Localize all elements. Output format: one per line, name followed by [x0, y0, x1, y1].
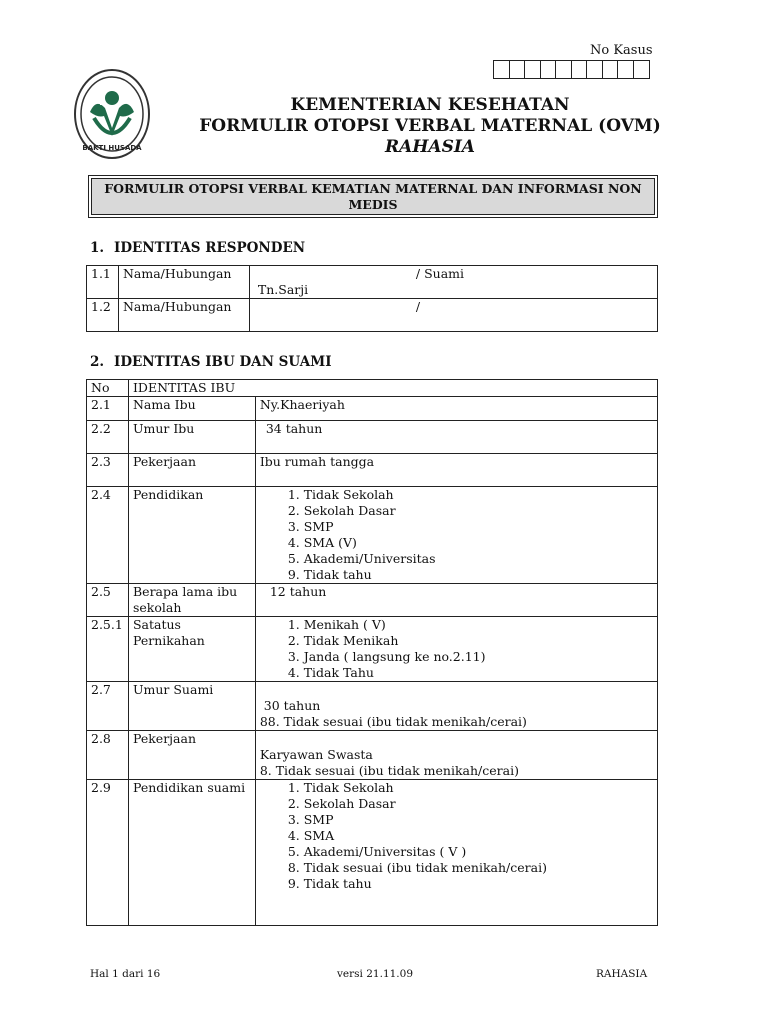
option-item[interactable]: 9. Tidak tahu — [287, 567, 372, 582]
bakti-husada-logo — [72, 68, 152, 160]
table-row — [87, 584, 658, 617]
table-header-row — [87, 380, 658, 397]
ministry-heading: KEMENTERIAN KESEHATAN — [290, 95, 570, 115]
table-row — [87, 780, 658, 926]
row-number: 2.5 — [87, 584, 129, 617]
kasus-digit-box[interactable] — [541, 61, 557, 78]
option-item[interactable]: 2. Sekolah Dasar — [287, 796, 396, 811]
row-number: 2.2 — [87, 421, 129, 454]
version-label: versi 21.11.09 — [337, 968, 414, 980]
section-2-heading: 2. IDENTITAS IBU DAN SUAMI — [90, 354, 332, 370]
option-item[interactable]: 2. Sekolah Dasar — [287, 503, 396, 518]
option-item[interactable]: 5. Akademi/Universitas — [287, 551, 436, 566]
confidential-footer: RAHASIA — [596, 968, 648, 980]
table-row — [87, 682, 658, 731]
row-number: 2.3 — [87, 454, 129, 487]
row-label: Pekerjaan — [128, 731, 255, 780]
row-label: Satatus Pernikahan — [128, 617, 255, 682]
svg-text:BAKTI HUSADA: BAKTI HUSADA — [82, 144, 142, 152]
row-number: 2.5.1 — [87, 617, 129, 682]
option-item[interactable]: 9. Tidak tahu — [287, 876, 372, 891]
kasus-digit-box[interactable] — [494, 61, 510, 78]
row-label: Umur Ibu — [128, 421, 255, 454]
row-number: 2.7 — [87, 682, 129, 731]
option-item[interactable]: 1. Menikah ( V) — [287, 617, 386, 632]
row-label: Nama Ibu — [128, 397, 255, 421]
form-title-line2: MEDIS — [348, 197, 398, 212]
no-kasus-input-boxes[interactable] — [493, 60, 650, 79]
kasus-digit-box[interactable] — [556, 61, 572, 78]
page-number: Hal 1 dari 16 — [90, 968, 161, 980]
marital-status-options[interactable] — [255, 617, 657, 682]
table-row — [87, 617, 658, 682]
kasus-digit-box[interactable] — [525, 61, 541, 78]
column-header-identity: IDENTITAS IBU — [128, 380, 657, 397]
row-label: Nama/Hubungan — [118, 299, 249, 332]
row-label: Pekerjaan — [128, 454, 255, 487]
row-label: Berapa lama ibu sekolah — [128, 584, 255, 617]
respondent-1-field[interactable]: / Suami Tn.Sarji — [249, 266, 657, 299]
form-title-line1: FORMULIR OTOPSI VERBAL KEMATIAN MATERNAL DAN INFORMASI NON — [104, 181, 642, 196]
kasus-digit-box[interactable] — [634, 61, 650, 78]
kasus-digit-box[interactable] — [572, 61, 588, 78]
option-item[interactable]: 3. SMP — [287, 812, 334, 827]
option-item[interactable]: 4. SMA (V) — [287, 535, 357, 550]
table-row — [87, 397, 658, 421]
mother-age-field[interactable]: 34 tahun — [255, 421, 657, 454]
table-row — [87, 421, 658, 454]
husband-education-options[interactable] — [255, 780, 657, 926]
table-row — [87, 731, 658, 780]
respondent-table — [86, 265, 658, 332]
kasus-digit-box[interactable] — [603, 61, 619, 78]
table-row — [87, 454, 658, 487]
row-number: 1.2 — [87, 299, 119, 332]
kasus-digit-box[interactable] — [587, 61, 603, 78]
row-label: Pendidikan — [128, 487, 255, 584]
row-number: 1.1 — [87, 266, 119, 299]
row-number: 2.9 — [87, 780, 129, 926]
husband-occupation-field[interactable]: Karyawan Swasta 8. Tidak sesuai (ibu tidak menikah/cerai) — [255, 731, 657, 780]
mother-husband-table — [86, 379, 658, 926]
row-number: 2.4 — [87, 487, 129, 584]
table-row — [87, 487, 658, 584]
form-title-box — [88, 175, 658, 218]
option-item[interactable]: 5. Akademi/Universitas ( V ) — [287, 844, 467, 859]
form-heading: FORMULIR OTOPSI VERBAL MATERNAL (OVM) — [199, 116, 661, 136]
table-row — [87, 299, 658, 332]
kasus-digit-box[interactable] — [618, 61, 634, 78]
kasus-digit-box[interactable] — [510, 61, 526, 78]
option-item[interactable]: 8. Tidak sesuai (ibu tidak menikah/cerai) — [287, 860, 547, 875]
confidential-heading: RAHASIA — [385, 137, 475, 157]
section-1-heading: 1. IDENTITAS RESPONDEN — [90, 240, 306, 256]
option-item[interactable]: 3. Janda ( langsung ke no.2.11) — [287, 649, 486, 664]
option-item[interactable]: 1. Tidak Sekolah — [287, 780, 394, 795]
mother-occupation-field[interactable]: Ibu rumah tangga — [255, 454, 657, 487]
husband-age-field[interactable]: 30 tahun 88. Tidak sesuai (ibu tidak menikah/cerai) — [255, 682, 657, 731]
option-item[interactable]: 2. Tidak Menikah — [287, 633, 399, 648]
school-years-field[interactable]: 12 tahun — [255, 584, 657, 617]
mother-education-options[interactable] — [255, 487, 657, 584]
column-header-no: No — [87, 380, 129, 397]
option-item[interactable]: 4. SMA — [287, 828, 335, 843]
table-row — [87, 266, 658, 299]
row-number: 2.1 — [87, 397, 129, 421]
no-kasus-label: No Kasus — [590, 43, 653, 58]
respondent-2-field[interactable]: / — [249, 299, 657, 332]
row-label: Nama/Hubungan — [118, 266, 249, 299]
option-item[interactable]: 3. SMP — [287, 519, 334, 534]
row-number: 2.8 — [87, 731, 129, 780]
option-item[interactable]: 1. Tidak Sekolah — [287, 487, 394, 502]
option-item[interactable]: 4. Tidak Tahu — [287, 665, 374, 680]
row-label: Umur Suami — [128, 682, 255, 731]
mother-name-field[interactable]: Ny.Khaeriyah — [255, 397, 657, 421]
row-label: Pendidikan suami — [128, 780, 255, 926]
